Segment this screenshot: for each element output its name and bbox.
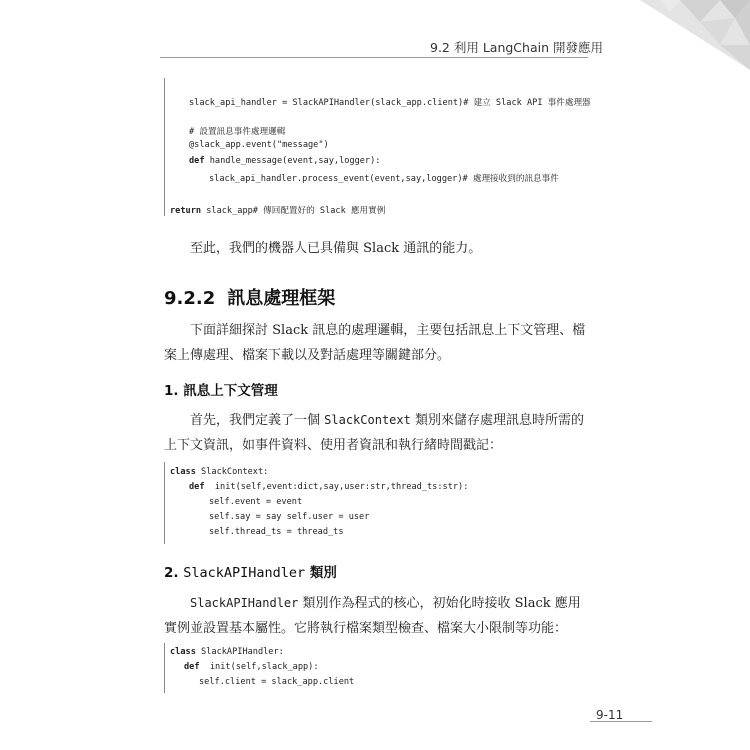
inline-code: SlackAPIHandler	[190, 596, 299, 610]
inline-code: SlackContext	[324, 413, 411, 427]
header-divider	[160, 57, 588, 58]
code-line: self.client = slack_app.client	[199, 677, 355, 687]
code-line: @slack_app.event("message")	[189, 140, 329, 150]
code-keyword: class	[170, 467, 196, 477]
paragraph-text: 首先，我們定義了一個	[190, 413, 325, 428]
paragraph-text: 類別作為程式的核心，初始化時接收 Slack 應用實例並設置基本屬性。它將執行檔案類型檢查、檔案大小限制等功能：	[164, 596, 581, 636]
section-heading	[164, 284, 335, 310]
code-line: self.thread_ts = thread_ts	[209, 527, 344, 537]
code-line: self.event = event	[209, 497, 303, 507]
code-keyword: def	[189, 482, 205, 492]
code-block-slackcontext	[164, 462, 593, 544]
code-line-text: handle_message(event,say,logger):	[209, 156, 381, 166]
paragraph-handler	[164, 591, 590, 641]
corner-triangle-decoration	[580, 0, 750, 70]
code-line	[189, 482, 468, 492]
code-line: slack_api_handler.process_event(event,say,logger)# 處理接收到的訊息事件	[209, 174, 559, 184]
section-number: 9.2.2	[164, 288, 216, 309]
paragraph-text: 至此，我們的機器人已具備與 Slack 通訊的能力。	[190, 241, 482, 256]
code-block-slack-handler	[164, 78, 593, 216]
paragraph-summary	[164, 236, 590, 261]
code-line	[184, 662, 319, 672]
code-keyword: return	[170, 206, 202, 216]
code-line	[189, 156, 380, 166]
code-line	[170, 204, 385, 216]
code-keyword: def	[184, 662, 200, 672]
running-header: 9.2 利用 LangChain 開發應用	[430, 40, 603, 55]
code-block-slackapihandler	[164, 643, 593, 693]
paragraph-text: 類別來儲存處理訊息時所需的上下文資訊，如事件資料、使用者資訊和執行緒時間戳記：	[164, 413, 584, 453]
paragraph-text: 下面詳細探討 Slack 訊息的處理邏輯，主要包括訊息上下文管理、檔案上傳處理、檔案下載以及對話處理等關鍵部分。	[164, 323, 586, 363]
page-number: 9-11	[596, 708, 624, 722]
code-line-text: init(self,slack_app):	[199, 662, 319, 672]
section-title: 訊息處理框架	[227, 288, 336, 309]
subsection-heading-context: 1. 訊息上下文管理	[164, 383, 278, 399]
subsection-heading-handler	[164, 561, 337, 581]
paragraph-slackcontext	[164, 408, 590, 458]
code-line	[170, 647, 284, 657]
paragraph-intro	[164, 318, 590, 368]
code-comment-line: # 設置訊息事件處理邏輯	[189, 127, 286, 137]
code-keyword: class	[170, 647, 196, 657]
code-line-text: SlackAPIHandler:	[195, 647, 284, 657]
subsection-number: 2.	[164, 565, 184, 581]
code-keyword: def	[189, 156, 205, 166]
code-line: self.say = say self.user = user	[209, 512, 370, 522]
code-line: slack_api_handler = SlackAPIHandler(slack_app.client)# 建立 Slack API 事件處理器	[189, 98, 591, 108]
code-line-text: init(self,event:dict,say,user:str,thread_ts:str):	[204, 482, 469, 492]
subsection-title: 類別	[305, 565, 337, 581]
code-line-text: slack_app# 傳回配置好的 Slack 應用實例	[201, 206, 386, 216]
code-line	[170, 467, 268, 477]
code-line-text: SlackContext:	[195, 467, 269, 477]
inline-code: SlackAPIHandler	[183, 565, 306, 581]
